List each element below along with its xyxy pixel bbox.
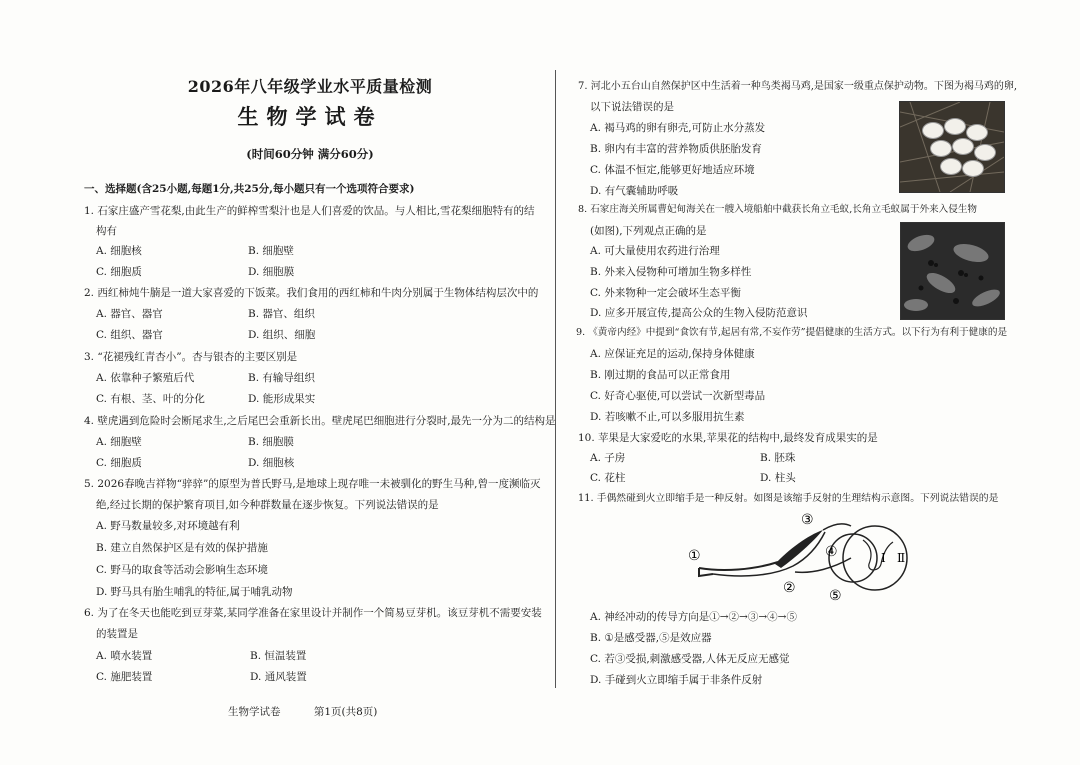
question-4-option-c: C. 细胞质 <box>96 457 142 469</box>
egg <box>966 124 988 141</box>
question-2-option-c: C. 组织、器官 <box>96 329 163 341</box>
question-3-option-a: A. 依靠种子繁殖后代 <box>96 372 195 384</box>
question-9-line-1: 9. 《黄帝内经》中提到“食饮有节,起居有常,不妄作劳”提倡健康的生活方式。以下行为有利于健康的是 <box>576 327 1008 338</box>
footer-subject: 生物学试卷 <box>228 706 281 718</box>
question-8-line-2: (如图),下列观点正确的是 <box>590 225 707 237</box>
question-10-option-b: B. 胚珠 <box>760 452 796 464</box>
question-1-option-b: B. 细胞壁 <box>248 245 294 257</box>
question-2-option-b: B. 器官、组织 <box>248 308 315 320</box>
question-9-option-c: C. 好奇心驱使,可以尝试一次新型毒品 <box>590 390 766 402</box>
question-6-option-c: C. 施肥装置 <box>96 671 153 683</box>
question-3-option-b: B. 有输导组织 <box>248 372 315 384</box>
question-1-option-a: A. 细胞核 <box>96 245 142 257</box>
question-11-option-d: D. 手碰到火立即缩手属于非条件反射 <box>590 674 763 686</box>
question-4-option-a: A. 细胞壁 <box>96 436 142 448</box>
egg <box>930 140 952 157</box>
egg <box>952 138 974 155</box>
question-8-option-a: A. 可大量使用农药进行治理 <box>590 245 720 257</box>
exam-time-score: (时间60分钟 满分60分) <box>246 147 374 161</box>
diagram-label-2: ② <box>783 580 796 596</box>
question-5-line-2: 绝,经过长期的保护繁育项目,如今种群数量在逐步恢复。下列说法错误的是 <box>96 499 439 511</box>
exam-subject-title: 生物学试卷 <box>237 104 383 129</box>
question-9-option-b: B. 刚过期的食品可以正常食用 <box>590 369 731 381</box>
question-7-option-a: A. 褐马鸡的卵有卵壳,可防止水分蒸发 <box>590 122 766 134</box>
question-1-line-1: 1. 石家庄盛产雪花梨,由此生产的鲜榨雪梨汁也是人们喜爱的饮品。与人相比,雪花梨细胞特有的结 <box>84 205 535 217</box>
question-11-line-1: 11. 手偶然碰到火立即缩手是一种反射。如图是该缩手反射的生理结构示意图。下列说法错误的是 <box>578 493 999 504</box>
question-8-option-b: B. 外来入侵物种可增加生物多样性 <box>590 266 752 278</box>
question-11-option-b: B. ①是感受器,⑤是效应器 <box>590 632 712 644</box>
exam-title: 2026年八年级学业水平质量检测 <box>187 77 433 96</box>
question-2-line-1: 2. 西红柿炖牛腩是一道大家喜爱的下饭菜。我们食用的西红柿和牛肉分别属于生物体结构层次中的 <box>84 287 539 299</box>
question-7-line-2: 以下说法错误的是 <box>590 101 674 113</box>
ant-photo <box>900 222 1005 320</box>
question-11-option-a: A. 神经冲动的传导方向是①→②→③→④→⑤ <box>590 611 797 623</box>
question-7-option-b: B. 卵内有丰富的营养物质供胚胎发育 <box>590 143 762 155</box>
egg <box>962 160 984 177</box>
diagram-label-5: ⑤ <box>829 588 842 602</box>
question-9-option-a: A. 应保证充足的运动,保持身体健康 <box>590 348 755 360</box>
egg <box>940 158 962 175</box>
question-5-option-d: D. 野马具有胎生哺乳的特征,属于哺乳动物 <box>96 586 293 598</box>
question-7-line-1: 7. 河北小五台山自然保护区中生活着一种鸟类褐马鸡,是国家一级重点保护动物。下图为褐马鸡的卵, <box>578 81 1018 92</box>
question-10-option-d: D. 柱头 <box>760 472 796 484</box>
eggs-photo <box>899 101 1005 193</box>
diagram-label-3: ③ <box>801 512 814 528</box>
question-7-option-d: D. 有气囊辅助呼吸 <box>590 185 679 197</box>
question-6-option-d: D. 通风装置 <box>250 671 307 683</box>
question-1-line-2: 构有 <box>96 225 117 237</box>
diagram-label-II: Ⅱ <box>897 551 906 565</box>
question-3-option-d: D. 能形成果实 <box>248 393 316 405</box>
question-11-option-c: C. 若③受损,刺激感受器,人体无反应无感觉 <box>590 653 790 665</box>
diagram-label-1: ① <box>688 548 701 564</box>
question-5-option-a: A. 野马数量较多,对环境越有利 <box>96 520 240 532</box>
question-5-option-c: C. 野马的取食等活动会影响生态环境 <box>96 564 268 576</box>
reflex-arc-diagram <box>683 510 913 602</box>
diagram-label-4: ④ <box>825 544 838 560</box>
egg <box>922 122 944 139</box>
section-heading: 一、选择题(含25小题,每题1分,共25分,每小题只有一个选项符合要求) <box>84 183 415 195</box>
question-7-option-c: C. 体温不恒定,能够更好地适应环境 <box>590 164 755 176</box>
question-2-option-d: D. 组织、细胞 <box>248 329 316 341</box>
question-6-option-b: B. 恒温装置 <box>250 650 307 662</box>
question-8-option-c: C. 外来物种一定会破坏生态平衡 <box>590 287 741 299</box>
question-10-line-1: 10. 苹果是大家爱吃的水果,苹果花的结构中,最终发育成果实的是 <box>578 432 878 444</box>
page-footer <box>228 704 407 719</box>
column-divider <box>555 70 556 688</box>
question-1-option-d: D. 细胞膜 <box>248 266 295 278</box>
question-3-line-1: 3. “花褪残红青杏小”。杏与银杏的主要区别是 <box>84 351 298 363</box>
question-8-option-d: D. 应多开展宣传,提高公众的生物入侵防范意识 <box>590 307 808 319</box>
question-4-line-1: 4. 壁虎遇到危险时会断尾求生,之后尾巴会重新长出。壁虎尾巴细胞进行分裂时,最先一分为二的结构是 <box>84 415 556 427</box>
question-4-option-d: D. 细胞核 <box>248 457 295 469</box>
question-6-line-1: 6. 为了在冬天也能吃到豆芽菜,某同学准备在家里设计并制作一个简易豆芽机。该豆芽机不需要安装 <box>84 607 542 619</box>
question-1-option-c: C. 细胞质 <box>96 266 142 278</box>
question-2-option-a: A. 器官、器官 <box>96 308 163 320</box>
footer-page-number: 第1页(共8页) <box>313 706 378 718</box>
question-3-option-c: C. 有根、茎、叶的分化 <box>96 393 205 405</box>
question-10-option-c: C. 花柱 <box>590 472 626 484</box>
question-6-line-2: 的装置是 <box>96 628 138 640</box>
question-8-line-1: 8. 石家庄海关所属曹妃甸海关在一艘入境船舶中截获长角立毛蚁,长角立毛蚁属于外来入侵生物 <box>578 204 978 215</box>
egg <box>974 144 996 161</box>
egg <box>944 118 966 135</box>
question-6-option-a: A. 喷水装置 <box>96 650 153 662</box>
ants-on-leaves-image <box>901 223 1004 319</box>
question-5-option-b: B. 建立自然保护区是有效的保护措施 <box>96 542 268 554</box>
question-9-option-d: D. 若咳嗽不止,可以多服用抗生素 <box>590 411 745 423</box>
question-5-line-1: 5. 2026春晚吉祥物“骍骍”的原型为普氏野马,是地球上现存唯一未被驯化的野生马种,曾一度濒临灭 <box>84 478 541 490</box>
question-10-option-a: A. 子房 <box>590 452 626 464</box>
diagram-label-I: Ⅰ <box>881 551 886 565</box>
question-4-option-b: B. 细胞膜 <box>248 436 294 448</box>
